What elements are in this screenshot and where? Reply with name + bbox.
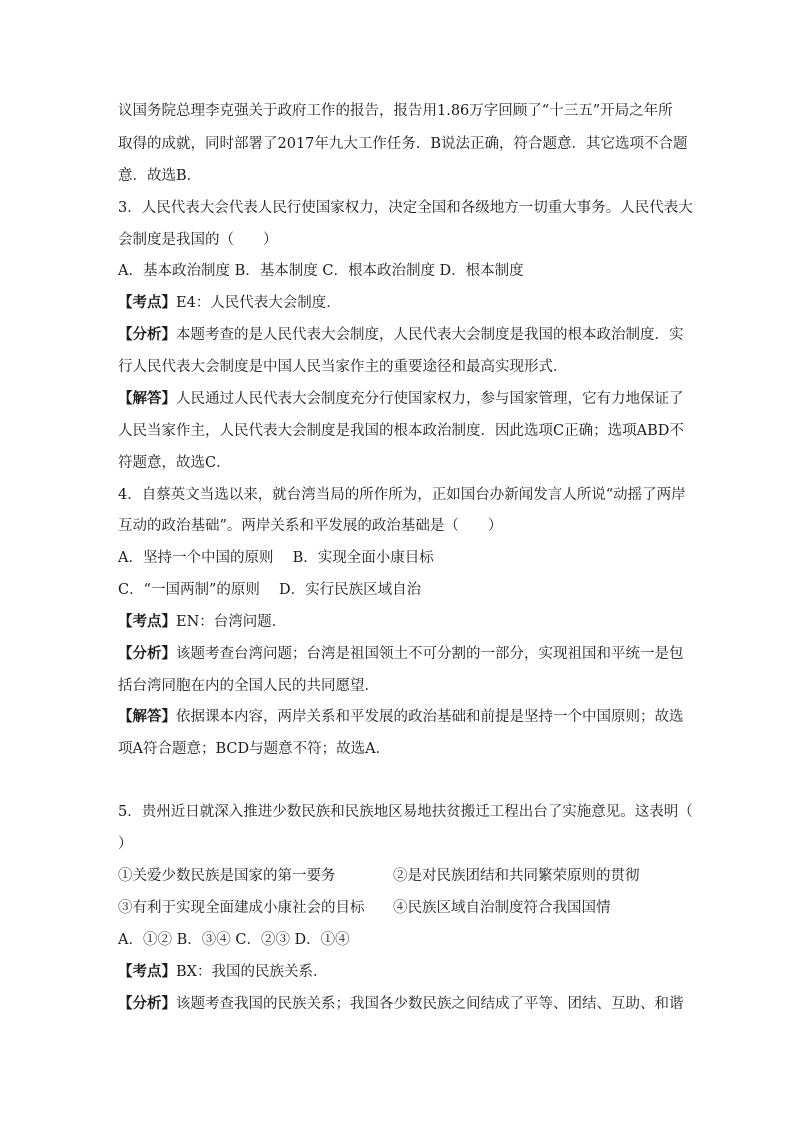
section-tag: 【分析】 — [118, 645, 176, 662]
section-text: EN：台湾问题． — [176, 614, 287, 630]
section-tag: 【解答】 — [118, 390, 176, 407]
text-line: 项A符合题意；BCD与题意不符；故选A． — [118, 741, 391, 757]
question-3-options: A．基本政治制度 B．基本制度 C．根本政治制度 D．根本制度 — [118, 263, 524, 279]
section-tag: 【考点】 — [118, 963, 176, 980]
section-text: E4：人民代表大会制度． — [176, 295, 341, 311]
answer-kaodian — [118, 293, 678, 313]
section-tag: 【考点】 — [118, 613, 176, 630]
section-text: 该题考查台湾问题；台湾是祖国领土不可分割的一部分，实现祖国和平统一是包 — [176, 646, 684, 662]
question-5-options: A．①② B．③④ C．②③ D．①④ — [118, 932, 350, 948]
answer-kaodian — [118, 612, 678, 632]
section-text: BX：我国的民族关系． — [176, 964, 328, 980]
question-5-stem: 5．贵州近日就深入推进少数民族和民族地区易地扶贫搬迁工程出台了实施意见。这表明（ — [118, 804, 693, 820]
answer-jieda — [118, 707, 684, 727]
question-4-options: C．“一国两制”的原则 D．实行民族区域自治 — [118, 582, 422, 598]
section-tag: 【分析】 — [118, 326, 176, 343]
choice-item: ②是对民族团结和共同繁荣原则的贯彻 — [393, 868, 640, 884]
choice-item: ④民族区域自治制度符合我国国情 — [393, 900, 611, 916]
text-line: 会制度是我国的（ ） — [118, 232, 278, 248]
section-tag: 【分析】 — [118, 995, 176, 1012]
section-tag: 【考点】 — [118, 294, 176, 311]
section-text: 人民通过人民代表大会制度充分行使国家权力，参与国家管理，它有力地保证了 — [176, 391, 684, 407]
question-4-options: A．坚持一个中国的原则 B．实现全面小康目标 — [118, 550, 434, 566]
text-line: 取得的成就，同时部署了2017年九大工作任务．B说法正确，符合题意．其它选项不合题 — [118, 136, 688, 152]
section-tag: 【解答】 — [118, 708, 176, 725]
text-line: 议国务院总理李克强关于政府工作的报告，报告用1.86万字回顾了“十三五”开局之年所 — [118, 103, 673, 119]
text-line: 行人民代表大会制度是中国人民当家作主的重要途径和最高实现形式． — [118, 359, 568, 375]
text-line: 意．故选B． — [118, 168, 202, 184]
question-4-stem: 4．自蔡英文当选以来，就台湾当局的所作所为，正如国台办新闻发言人所说“动摇了两岸 — [118, 487, 686, 503]
choice-item: ③有利于实现全面建成小康社会的目标 — [118, 900, 365, 916]
text-line: ） — [118, 836, 133, 852]
text-line: 人民当家作主，人民代表大会制度是我国的根本政治制度．因此选项C正确；选项ABD不 — [118, 423, 684, 439]
section-text: 依据课本内容，两岸关系和平发展的政治基础和前提是坚持一个中国原则；故选 — [176, 709, 684, 725]
answer-fenxi — [118, 325, 684, 345]
section-text: 该题考查我国的民族关系；我国各少数民族之间结成了平等、团结、互助、和谐 — [176, 996, 684, 1012]
answer-jieda — [118, 389, 684, 409]
answer-kaodian — [118, 962, 678, 982]
text-line: 符题意，故选C． — [118, 455, 231, 471]
choice-item: ①关爱少数民族是国家的第一要务 — [118, 868, 336, 884]
answer-fenxi — [118, 994, 684, 1014]
section-text: 本题考查的是人民代表大会制度，人民代表大会制度是我国的根本政治制度．实 — [176, 327, 684, 343]
text-line: 括台湾同胞在内的全国人民的共同愿望． — [118, 678, 379, 694]
answer-fenxi — [118, 644, 684, 664]
question-3-stem: 3．人民代表大会代表人民行使国家权力，决定全国和各级地方一切重大事务。人民代表大 — [118, 200, 693, 216]
text-line: 互动的政治基础”。两岸关系和平发展的政治基础是（ ） — [118, 518, 503, 534]
